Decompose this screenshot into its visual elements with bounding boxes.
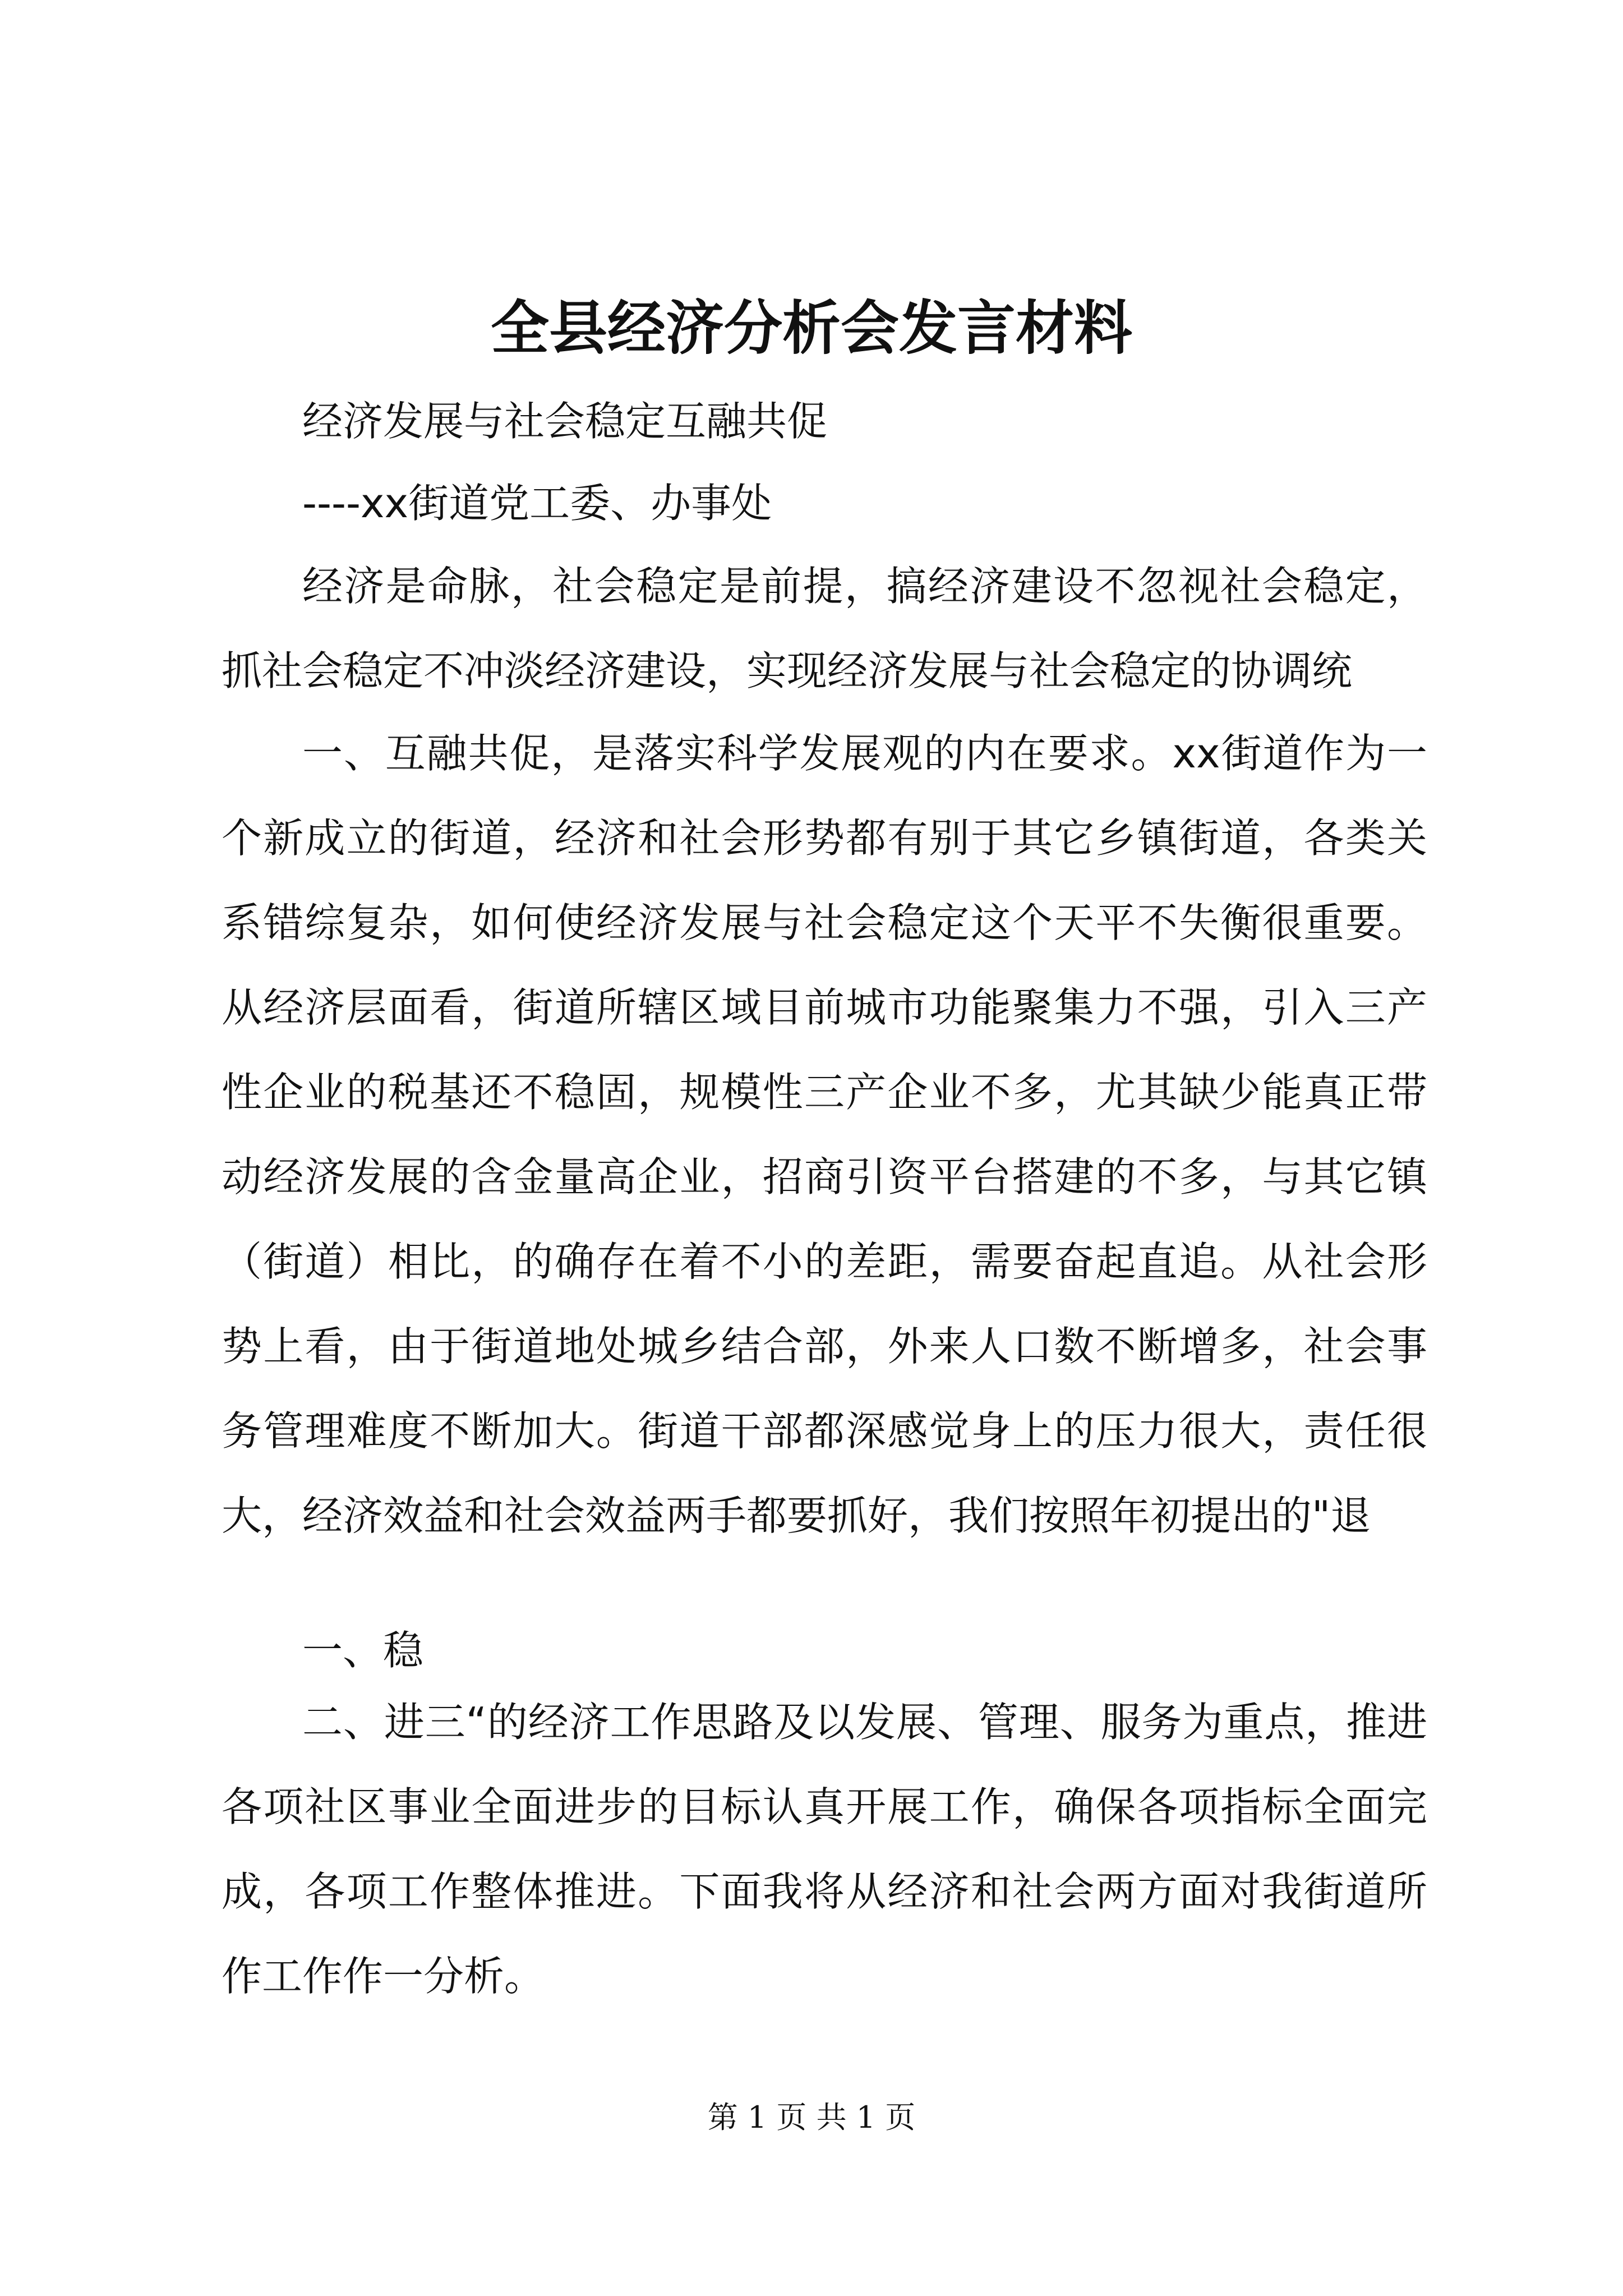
- item-one-heading: 一、稳: [302, 1627, 424, 1674]
- document-title: 全县经济分析会发言材料: [490, 293, 1132, 362]
- intro-paragraph: 经济是命脉，社会稳定是前提，搞经济建设不忽视社会稳定，抓社会稳定不冲淡经济建设，实现经济发展与社会稳定的协调统: [222, 563, 1427, 694]
- author-line: ----xx街道党工委、办事处: [302, 480, 772, 527]
- item-two-paragraph: 二、进三“的经济工作思路及以发展、管理、服务为重点，推进各项社区事业全面进步的目标认真开展工作，确保各项指标全面完成，各项工作整体推进。下面我将从经济和社会两方面对我街道所作工作作一分析。: [222, 1699, 1427, 2000]
- page-footer: 第 1 页 共 1 页: [707, 2100, 916, 2135]
- document-subtitle: 经济发展与社会稳定互融共促: [302, 398, 828, 445]
- section-one-paragraph: 一、互融共促，是落实科学发展观的内在要求。xx街道作为一个新成立的街道，经济和社会形势都有别于其它乡镇街道，各类关系错综复杂，如何使经济发展与社会稳定这个天平不失衡很重要。从经济层面看，街道所辖区域目前城市功能聚集力不强，引入三产性企业的税基还不稳固，规模性三产企业不多，尤其缺少能真正带动经济发展的含金量高企业，招商引资平台搭建的不多，与其它镇（街道）相比，的确存在着不小的差距，需要奋起直追。从社会形势上看，由于街道地处城乡结合部，外来人口数不断增多，社会事务管理难度不断加大。街道干部都深感觉身上的压力很大，责任很大，经济效益和社会效益两手都要抓好，我们按照年初提出的"退: [222, 730, 1427, 1539]
